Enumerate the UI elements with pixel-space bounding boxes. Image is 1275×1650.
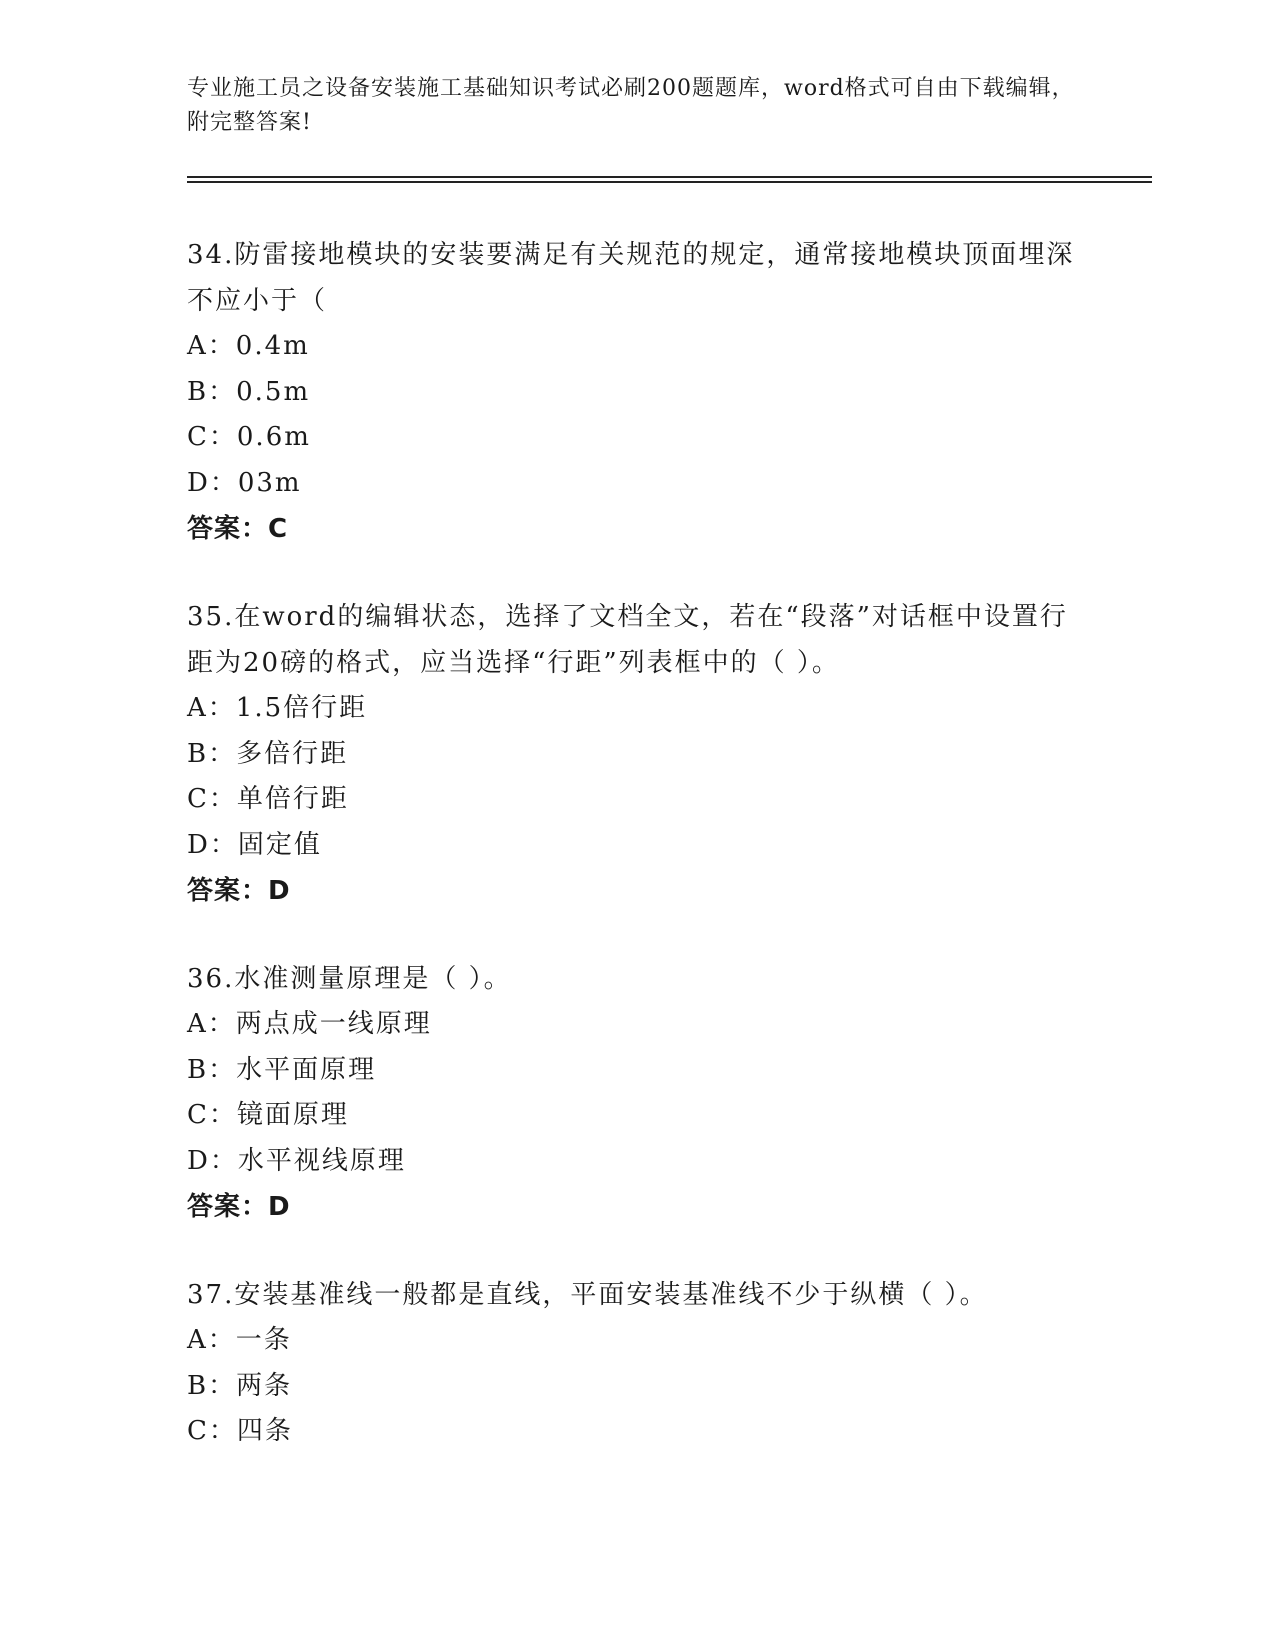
option-d: D：03m <box>187 467 302 498</box>
option-c: C：0.6m <box>187 422 311 452</box>
question-34 <box>187 232 1087 552</box>
question-37 <box>187 1272 1087 1455</box>
question-36 <box>187 956 1087 1230</box>
option-a: A：两点成一线原理 <box>187 1009 432 1039</box>
answer-line: 答案：D <box>187 876 291 906</box>
question-stem: 35.在word的编辑状态，选择了文档全文，若在“段落”对话框中设置行距为20磅的格式，应当选择“行距”列表框中的（ ）。 <box>187 602 1068 678</box>
option-a: A：1.5倍行距 <box>187 693 368 723</box>
option-c: C：单倍行距 <box>187 784 349 814</box>
option-d: D：水平视线原理 <box>187 1145 406 1176</box>
option-d: D：固定值 <box>187 829 322 860</box>
document-header <box>187 72 1087 140</box>
question-stem: 37.安装基准线一般都是直线，平面安装基准线不少于纵横（ ）。 <box>187 1280 988 1310</box>
question-stem: 34.防雷接地模块的安装要满足有关规范的规定，通常接地模块顶面埋深不应小于（ <box>187 240 1075 316</box>
option-b: B：两条 <box>187 1370 293 1401</box>
question-35 <box>187 594 1087 914</box>
question-list <box>187 232 1087 1497</box>
header-title: 专业施工员之设备安装施工基础知识考试必刷200题题库，word格式可自由下载编辑，附完整答案! <box>187 76 1075 135</box>
option-b: B：水平面原理 <box>187 1054 377 1085</box>
option-c: C：镜面原理 <box>187 1100 349 1130</box>
answer-line: 答案：D <box>187 1192 291 1222</box>
option-b: B：多倍行距 <box>187 738 349 769</box>
option-a: A：一条 <box>187 1325 292 1355</box>
answer-line: 答案：C <box>187 514 289 544</box>
option-b: B：0.5m <box>187 376 311 407</box>
question-stem: 36.水准测量原理是（ ）。 <box>187 964 512 994</box>
header-divider-top <box>187 176 1152 178</box>
option-c: C：四条 <box>187 1416 293 1446</box>
option-a: A：0.4m <box>187 331 310 361</box>
header-divider-bottom <box>187 181 1152 183</box>
